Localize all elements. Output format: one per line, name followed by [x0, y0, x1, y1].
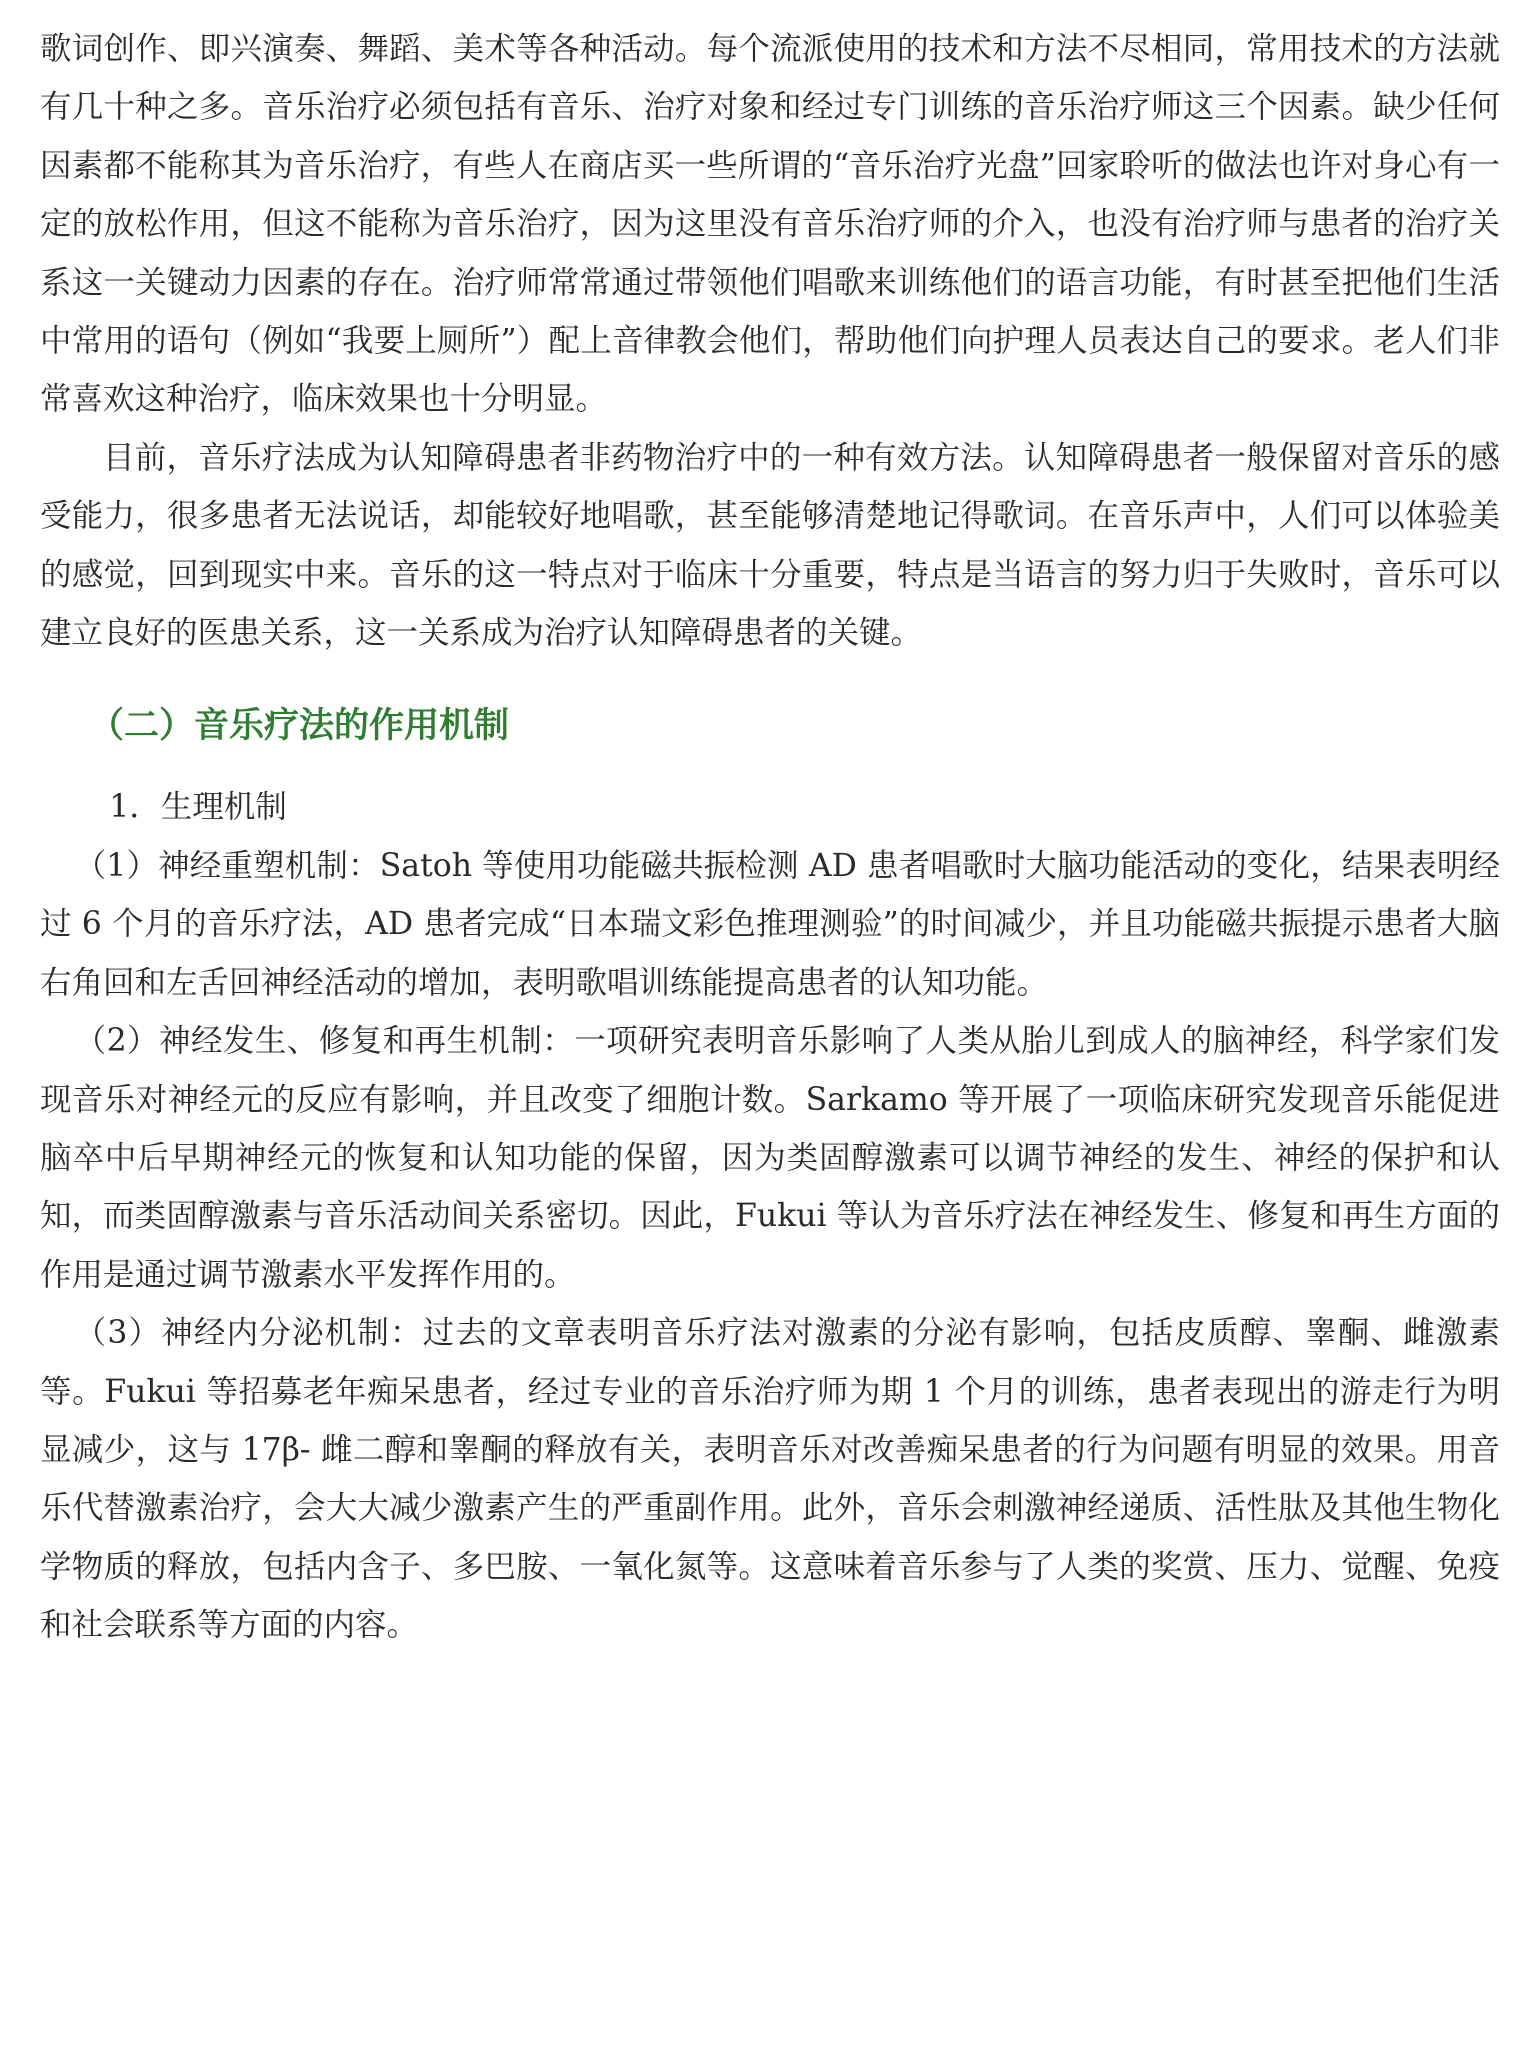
sub-heading-physiological: 1．生理机制: [109, 789, 287, 826]
document-page: [40, 20, 1500, 1655]
paragraph-neurogenesis: （2）神经发生、修复和再生机制：一项研究表明音乐影响了人类从胎儿到成人的脑神经，科学家们发现音乐对神经元的反应有影响，并且改变了细胞计数。Sarkamo 等开展了一项临床研究发现音乐能促进脑卒中后早期神经元的恢复和认知功能的保留，因为类固醇激素可以调节神经的发生、神经的保护和认知，而类固醇激素与音乐活动间关系密切。因此，Fukui 等认为音乐疗法在神经发生、修复和再生方面的作用是通过调节激素水平发挥作用的。: [40, 1023, 1500, 1293]
paragraph-music-therapy-effective: 目前，音乐疗法成为认知障碍患者非药物治疗中的一种有效方法。认知障碍患者一般保留对音乐的感受能力，很多患者无法说话，却能较好地唱歌，甚至能够清楚地记得歌词。在音乐声中，人们可以体验美的感觉，回到现实中来。音乐的这一特点对于临床十分重要，特点是当语言的努力归于失败时，音乐可以建立良好的医患关系，这一关系成为治疗认知障碍患者的关键。: [40, 439, 1500, 652]
section-heading: （二）音乐疗法的作用机制: [89, 705, 510, 747]
paragraph-neuroplasticity: （1）神经重塑机制：Satoh 等使用功能磁共振检测 AD 患者唱歌时大脑功能活动的变化，结果表明经过 6 个月的音乐疗法，AD 患者完成“日本瑞文彩色推理测验”的时间减少，并且功能磁共振提示患者大脑右角回和左舌回神经活动的增加，表明歌唱训练能提高患者的认知功能。: [40, 847, 1500, 1001]
paragraph-continuation: 歌词创作、即兴演奏、舞蹈、美术等各种活动。每个流派使用的技术和方法不尽相同，常用技术的方法就有几十种之多。音乐治疗必须包括有音乐、治疗对象和经过专门训练的音乐治疗师这三个因素。缺少任何因素都不能称其为音乐治疗，有些人在商店买一些所谓的“音乐治疗光盘”回家聆听的做法也许对身心有一定的放松作用，但这不能称为音乐治疗，因为这里没有音乐治疗师的介入，也没有治疗师与患者的治疗关系这一关键动力因素的存在。治疗师常常通过带领他们唱歌来训练他们的语言功能，有时甚至把他们生活中常用的语句（例如“我要上厕所”）配上音律教会他们，帮助他们向护理人员表达自己的要求。老人们非常喜欢这种治疗，临床效果也十分明显。: [40, 31, 1500, 418]
paragraph-neuroendocrine: （3）神经内分泌机制：过去的文章表明音乐疗法对激素的分泌有影响，包括皮质醇、睾酮、雌激素等。Fukui 等招募老年痴呆患者，经过专业的音乐治疗师为期 1 个月的训练，患者表现出的游走行为明显减少，这与 17β- 雌二醇和睾酮的释放有关，表明音乐对改善痴呆患者的行为问题有明显的效果。用音乐代替激素治疗，会大大减少激素产生的严重副作用。此外，音乐会刺激神经递质、活性肽及其他生物化学物质的释放，包括内含子、多巴胺、一氧化氮等。这意味着音乐参与了人类的奖赏、压力、觉醒、免疫和社会联系等方面的内容。: [40, 1315, 1500, 1644]
